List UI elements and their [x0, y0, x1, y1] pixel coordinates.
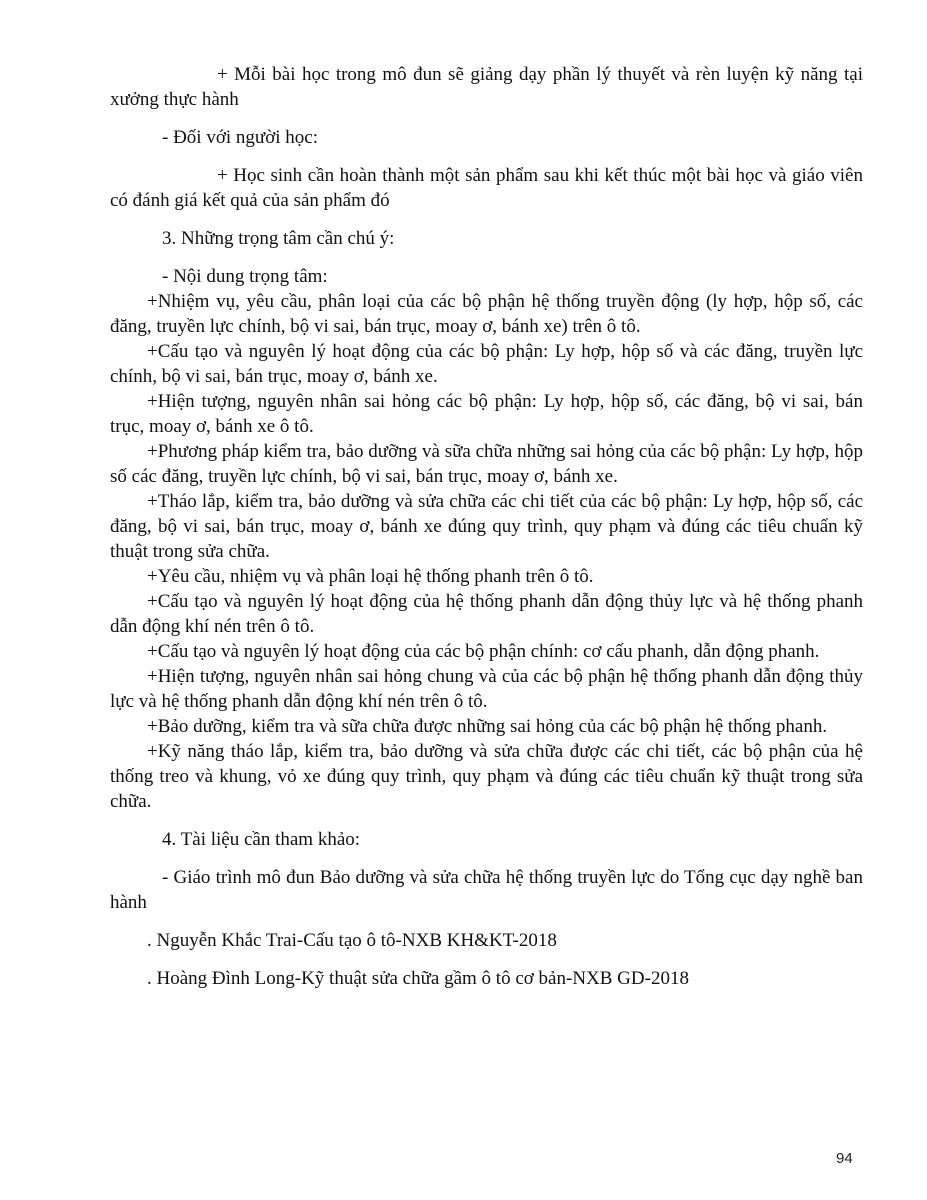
reference-item: . Hoàng Đình Long-Kỹ thuật sửa chữa gầm ô tô cơ bản-NXB GD-2018	[147, 968, 689, 989]
focus-content-heading: - Nội dung trọng tâm:	[162, 266, 328, 287]
focus-item: +Hiện tượng, nguyên nhân sai hỏng các bộ phận: Ly hợp, hộp số, các đăng, bộ vi sai, bán trục, moay ơ, bánh xe ô tô.	[110, 391, 863, 437]
focus-item: +Nhiệm vụ, yêu cầu, phân loại của các bộ phận hệ thống truyền động (ly hợp, hộp số, các đăng, truyền lực chính, bộ vi sai, bán trục, moay ơ, bánh xe) trên ô tô.	[110, 291, 863, 337]
references-heading: 4. Tài liệu cần tham khảo:	[162, 829, 361, 850]
focus-item: +Cấu tạo và nguyên lý hoạt động của các bộ phận chính: cơ cấu phanh, dẫn động phanh.	[147, 641, 820, 662]
reference-item: . Nguyễn Khắc Trai-Cấu tạo ô tô-NXB KH&KT-2018	[147, 930, 557, 951]
focus-item: +Yêu cầu, nhiệm vụ và phân loại hệ thống phanh trên ô tô.	[147, 566, 594, 587]
focus-item: +Phương pháp kiểm tra, bảo dưỡng và sữa chữa những sai hỏng của các bộ phận: Ly hợp, hộp số các đăng, truyền lực chính, bộ vi sai, bán trục, moay ơ, bánh xe.	[110, 441, 863, 487]
focus-item: +Cấu tạo và nguyên lý hoạt động của các bộ phận: Ly hợp, hộp số và các đăng, truyền lực chính, bộ vi sai, bán trục, moay ơ, bánh xe.	[110, 341, 863, 387]
focus-item: +Cấu tạo và nguyên lý hoạt động của hệ thống phanh dẫn động thủy lực và hệ thống phanh dẫn động khí nén trên ô tô.	[110, 591, 863, 637]
reference-item: - Giáo trình mô đun Bảo dưỡng và sửa chữa hệ thống truyền lực do Tổng cục dạy nghề ban hành	[110, 867, 863, 913]
focus-item: +Bảo dưỡng, kiểm tra và sữa chữa được những sai hỏng của các bộ phận hệ thống phanh.	[147, 716, 828, 737]
focus-item: +Hiện tượng, nguyên nhân sai hỏng chung và của các bộ phận hệ thống phanh dẫn động thủy lực và hệ thống phanh dẫn động khí nén trên ô tô.	[110, 666, 863, 712]
focus-section-heading: 3. Những trọng tâm cần chú ý:	[162, 228, 395, 249]
focus-item: +Kỹ năng tháo lắp, kiểm tra, bảo dưỡng và sửa chữa được các chi tiết, các bộ phận của hệ thống treo và khung, vỏ xe đúng quy trình, quy phạm và đúng các tiêu chuẩn kỹ thuật trong sửa chữa.	[110, 741, 863, 812]
focus-list	[110, 289, 863, 814]
learner-heading: - Đối với người học:	[162, 127, 318, 148]
learner-note-paragraph: + Học sinh cần hoàn thành một sản phẩm sau khi kết thúc một bài học và giáo viên có đánh giá kết quả của sản phẩm đó	[110, 165, 863, 211]
document-page	[110, 62, 863, 991]
teaching-note-paragraph: + Mỗi bài học trong mô đun sẽ giảng dạy phần lý thuyết và rèn luyện kỹ năng tại xưởng thực hành	[110, 64, 863, 110]
focus-item: +Tháo lắp, kiểm tra, bảo dưỡng và sửa chữa các chi tiết của các bộ phận: Ly hợp, hộp số, các đăng, bộ vi sai, bán trục, moay ơ, bánh xe đúng quy trình, quy phạm và đúng các tiêu chuẩn kỹ thuật trong sửa chữa.	[110, 491, 863, 562]
page-number: 94	[836, 1150, 853, 1167]
